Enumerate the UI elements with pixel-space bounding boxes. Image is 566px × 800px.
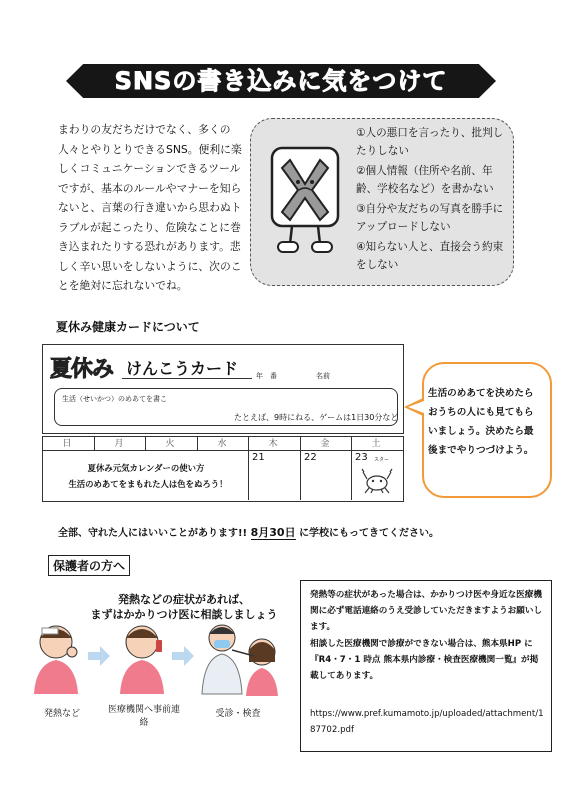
doctor-heading-line-2: まずはかかりつけ医に相談しましょう: [90, 608, 278, 621]
doctor-heading-line-1: 発熱などの症状があれば、: [118, 593, 250, 606]
guardian-heading: 保護者の方へ: [48, 555, 130, 576]
calendar-date: 23: [355, 452, 368, 463]
calendar-date: 21: [252, 452, 265, 463]
day-header: 火: [165, 439, 175, 449]
calendar-divider: [42, 450, 403, 451]
day-separator: [197, 436, 198, 450]
consultation-flow-illustration: [18, 616, 280, 698]
step-label: 発熱など: [43, 709, 80, 719]
step-label: 医療機関へ事前連絡: [108, 705, 181, 728]
day-separator: [300, 436, 301, 500]
card-logo: 夏休み: [50, 357, 114, 382]
card-title-underline: [122, 378, 252, 379]
day-header: 水: [217, 439, 227, 449]
day-separator: [351, 436, 352, 500]
day-header: 日: [62, 439, 72, 449]
card-grade-label: 年 番: [256, 372, 277, 380]
crab-icon: [360, 466, 394, 494]
reward-notice: [58, 524, 439, 540]
goal-example: たとえば、9時にねる、ゲームは1日30分など: [234, 413, 399, 422]
calendar-date: 22: [304, 452, 317, 463]
reward-text-after: に学校にもってきてください。: [299, 528, 440, 539]
medical-notice-text: 発熱等の症状があった場合は、かかりつけ医や身近な医療機関に必ず電話連絡のうえ受診していただきますようお願いします。 相談した医療機関で診療ができない場合は、熊本県HP に『R4・7・1 時点 熊本県内診療・検査医療機関一覧』が掲載してあります。: [310, 590, 543, 682]
rule-item: ④知らない人と、直接会う約束をしない: [356, 241, 504, 271]
rule-item: ①人の悪口を言ったり、批判したりしない: [356, 127, 504, 157]
day-separator: [248, 436, 249, 500]
day-header: 土: [371, 439, 381, 449]
speech-bubble-tail-inner: [408, 401, 424, 413]
intro-paragraph: まわりの友だちだけでなく、多くの人々とやりとりできるSNS。便利に楽しくコミュニケーションできるツールですが、基本のルールやマナーを知らないと、言葉の行き違いから思わぬトラブルが起こったり、危険なことに巻き込まれたりする恐れがあります。悲しく辛い思いをしないように、次のことを絶対に忘れないでね。: [58, 123, 242, 292]
mascot-cross-arms-icon: [268, 140, 342, 258]
page-title: SNSの書き込みに気をつけて: [114, 67, 448, 95]
rule-item: ②個人情報（住所や名前、年齢、学校名など）を書かない: [356, 165, 494, 195]
rules-list: [356, 124, 508, 276]
day-header: 金: [320, 439, 330, 449]
calendar-instruction-body: 生活のめあてをまもれた人は色をぬろう！: [68, 479, 228, 489]
step-label: 受診・検査: [215, 709, 261, 719]
card-name-label: 名前: [316, 372, 330, 380]
goal-label: 生活（せいかつ）のめあてを書こ: [62, 395, 167, 403]
card-title: けんこうカード: [126, 359, 239, 378]
speech-text: 生活のめあてを決めたらおうちの人にも見てもらいましょう。決めたら最後までやりつづけよう。: [428, 388, 534, 456]
day-header: 木: [268, 439, 278, 449]
card-section-heading: 夏休み健康カードについて: [56, 320, 200, 334]
reward-date: 8月30日: [250, 526, 296, 539]
calendar-instruction-title: 夏休み元気カレンダーの使い方: [87, 463, 205, 473]
reward-text-before: 全部、守れた人にはいいことがあります!!: [58, 528, 248, 539]
day-header: 月: [114, 439, 124, 449]
day-separator: [145, 436, 146, 450]
day-separator: [94, 436, 95, 450]
stamp-label: スター: [374, 457, 390, 463]
rule-item: ③自分や友だちの写真を勝手にアップロードしない: [356, 203, 504, 233]
prefecture-url-link[interactable]: https://www.pref.kumamoto.jp/uploaded/attachment/187702.pdf: [310, 709, 544, 735]
